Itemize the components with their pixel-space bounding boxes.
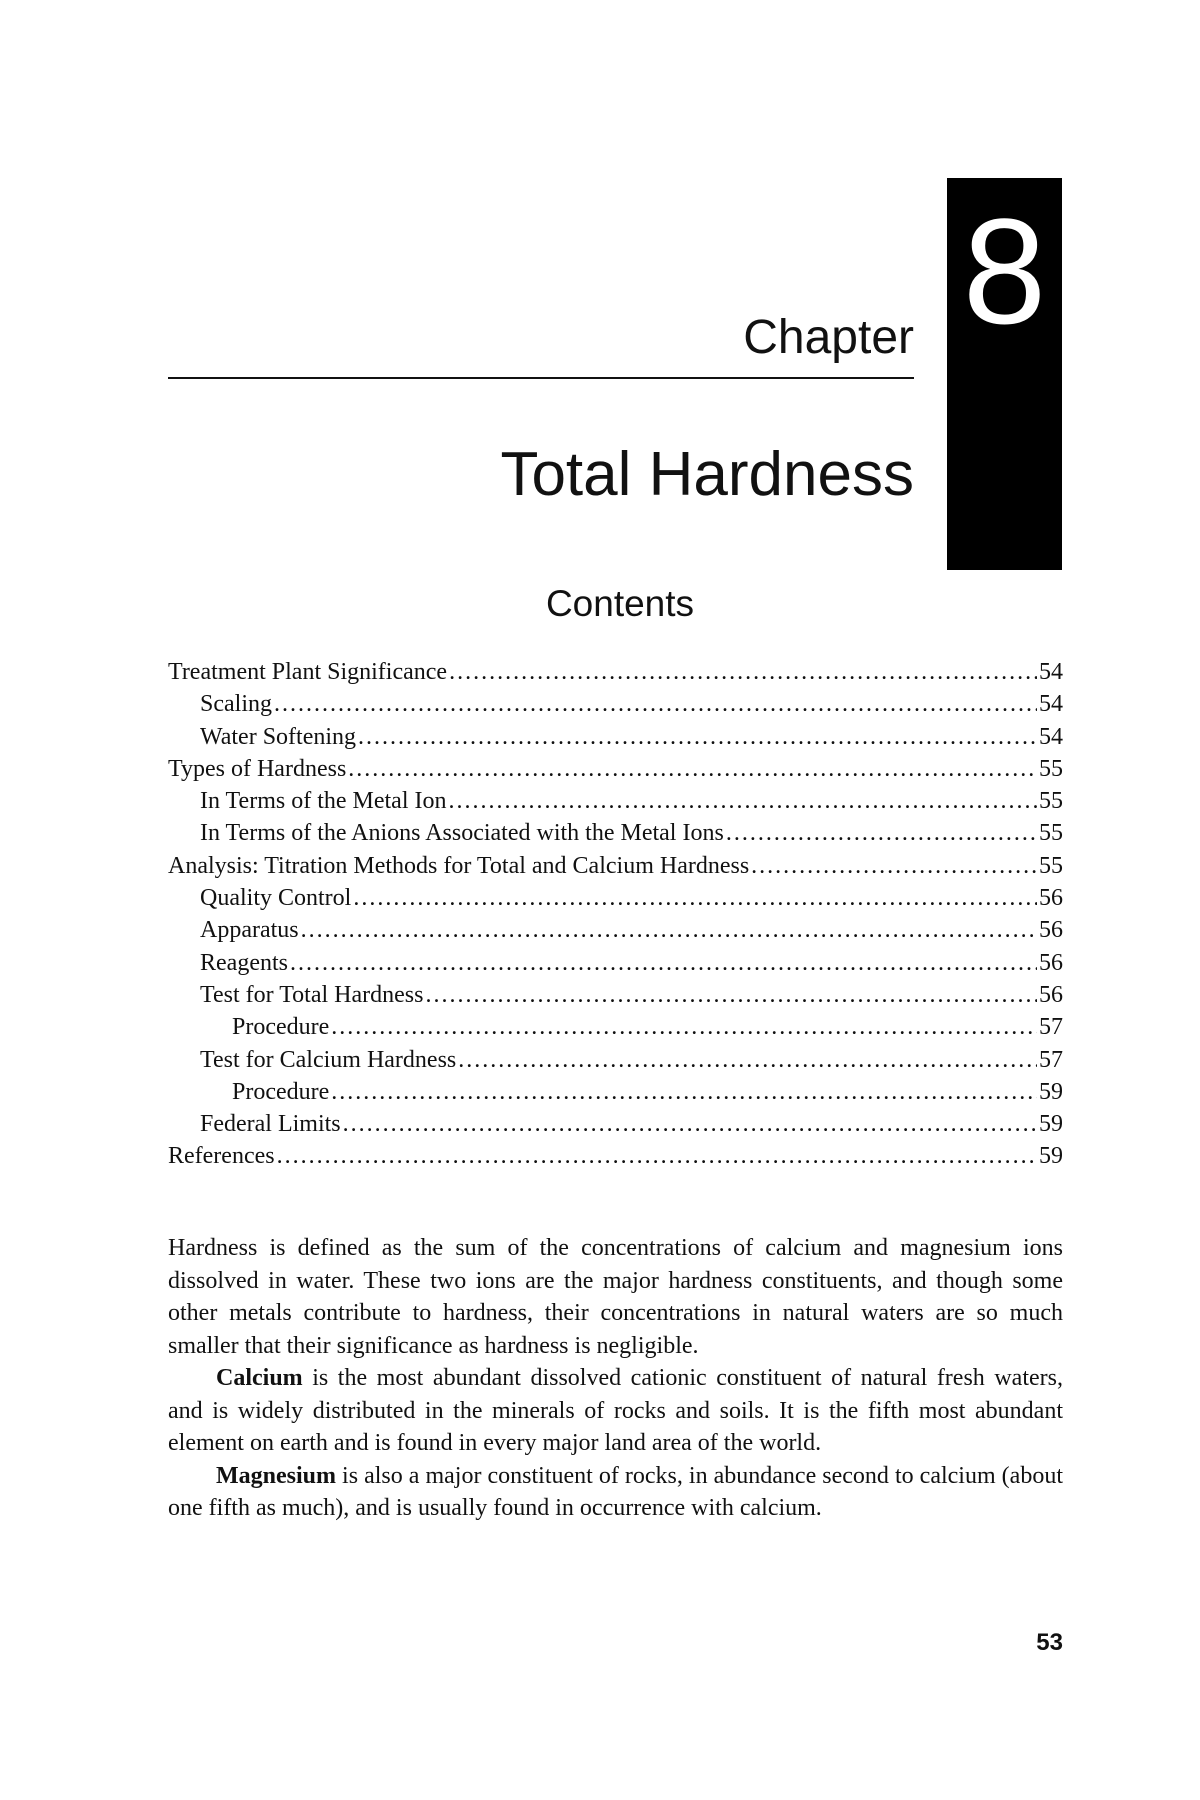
toc-dot-leader — [290, 947, 1037, 979]
toc-entry — [168, 1108, 1063, 1140]
toc-entry — [168, 688, 1063, 720]
toc-entry-title: Test for Total Hardness — [200, 981, 424, 1008]
table-of-contents — [168, 656, 1063, 1173]
toc-dot-leader — [331, 1076, 1037, 1108]
toc-entry-page: 55 — [1039, 788, 1063, 815]
toc-entry-title: Analysis: Titration Methods for Total and Calcium Hardness — [168, 852, 750, 879]
toc-dot-leader — [751, 850, 1037, 882]
toc-entry — [168, 753, 1063, 785]
toc-entry-title: Water Softening — [200, 723, 357, 750]
toc-entry-page: 56 — [1039, 917, 1063, 944]
toc-entry-page: 56 — [1039, 981, 1063, 1008]
toc-entry-title: Test for Calcium Hardness — [200, 1046, 457, 1073]
toc-dot-leader — [449, 656, 1037, 688]
paragraph-2-text: is the most abundant dissolved cationic constituent of natural fresh waters, and is widely distributed in the minerals of rocks and soils. It is the fifth most abundant element on earth and is found in every major land area of the world. — [168, 1365, 1063, 1456]
toc-entry-page: 59 — [1039, 1143, 1063, 1170]
toc-entry — [168, 721, 1063, 753]
toc-entry — [168, 1140, 1063, 1172]
toc-entry-title: Quality Control — [200, 885, 352, 912]
toc-entry-title: Procedure — [232, 1078, 330, 1105]
toc-entry-page: 59 — [1039, 1078, 1063, 1105]
toc-entry-page: 54 — [1039, 723, 1063, 750]
toc-entry-page: 54 — [1039, 691, 1063, 718]
paragraph-1: Hardness is defined as the sum of the concentrations of calcium and magnesium ions dissolved in water. These two ions are the major hardness constituents, and though some other metals contribute to hardness, their concentrations in natural waters are so much smaller that their significance as hardness is negligible. — [168, 1235, 1063, 1359]
toc-entry-page: 55 — [1039, 755, 1063, 782]
toc-entry-page: 57 — [1039, 1046, 1063, 1073]
paragraph-3-text: is also a major constituent of rocks, in abundance second to calcium (about one fifth as much), and is usually found in occurrence with calcium. — [168, 1462, 1063, 1521]
toc-entry — [168, 1076, 1063, 1108]
toc-dot-leader — [358, 721, 1037, 753]
paragraph-2 — [168, 1362, 1063, 1460]
toc-entry-title: References — [168, 1143, 275, 1170]
toc-entry — [168, 979, 1063, 1011]
toc-entry — [168, 785, 1063, 817]
paragraph-3 — [168, 1460, 1063, 1525]
chapter-title: Total Hardness — [500, 440, 914, 509]
toc-dot-leader — [301, 914, 1037, 946]
toc-entry — [168, 1044, 1063, 1076]
toc-entry-page: 56 — [1039, 949, 1063, 976]
toc-entry-title: Federal Limits — [200, 1111, 341, 1138]
toc-entry-title: In Terms of the Metal Ion — [200, 788, 447, 815]
toc-entry — [168, 850, 1063, 882]
toc-entry — [168, 656, 1063, 688]
toc-entry-page: 59 — [1039, 1111, 1063, 1138]
chapter-number: 8 — [962, 187, 1047, 355]
toc-dot-leader — [277, 1140, 1037, 1172]
toc-dot-leader — [448, 785, 1037, 817]
body-text — [168, 1232, 1063, 1525]
toc-dot-leader — [331, 1011, 1037, 1043]
page-number: 53 — [1036, 1629, 1063, 1656]
toc-entry-title: Types of Hardness — [168, 755, 347, 782]
toc-dot-leader — [348, 753, 1037, 785]
toc-entry-title: Treatment Plant Significance — [168, 659, 448, 685]
toc-entry-title: Reagents — [200, 949, 288, 976]
toc-entry-title: Scaling — [200, 691, 272, 718]
toc-entry-title: Apparatus — [200, 917, 299, 944]
toc-entry — [168, 882, 1063, 914]
toc-entry — [168, 1011, 1063, 1043]
toc-entry-page: 57 — [1039, 1014, 1063, 1041]
contents-heading: Contents — [545, 583, 695, 624]
toc-dot-leader — [458, 1044, 1037, 1076]
toc-entry-title: In Terms of the Anions Associated with the Metal Ions — [200, 820, 724, 847]
toc-entry — [168, 817, 1063, 849]
toc-dot-leader — [274, 688, 1037, 720]
toc-dot-leader — [726, 817, 1037, 849]
toc-entry — [168, 947, 1063, 979]
toc-entry — [168, 914, 1063, 946]
chapter-label: Chapter — [743, 311, 914, 364]
toc-entry-page: 55 — [1039, 852, 1063, 879]
term-calcium: Calcium — [216, 1365, 303, 1391]
toc-entry-page: 54 — [1039, 659, 1063, 685]
toc-entry-page: 55 — [1039, 820, 1063, 847]
chapter-rule — [168, 377, 914, 379]
toc-entry-title: Procedure — [232, 1014, 330, 1041]
toc-dot-leader — [425, 979, 1037, 1011]
toc-dot-leader — [343, 1108, 1037, 1140]
term-magnesium: Magnesium — [216, 1462, 336, 1489]
toc-entry-page: 56 — [1039, 885, 1063, 912]
toc-dot-leader — [353, 882, 1037, 914]
